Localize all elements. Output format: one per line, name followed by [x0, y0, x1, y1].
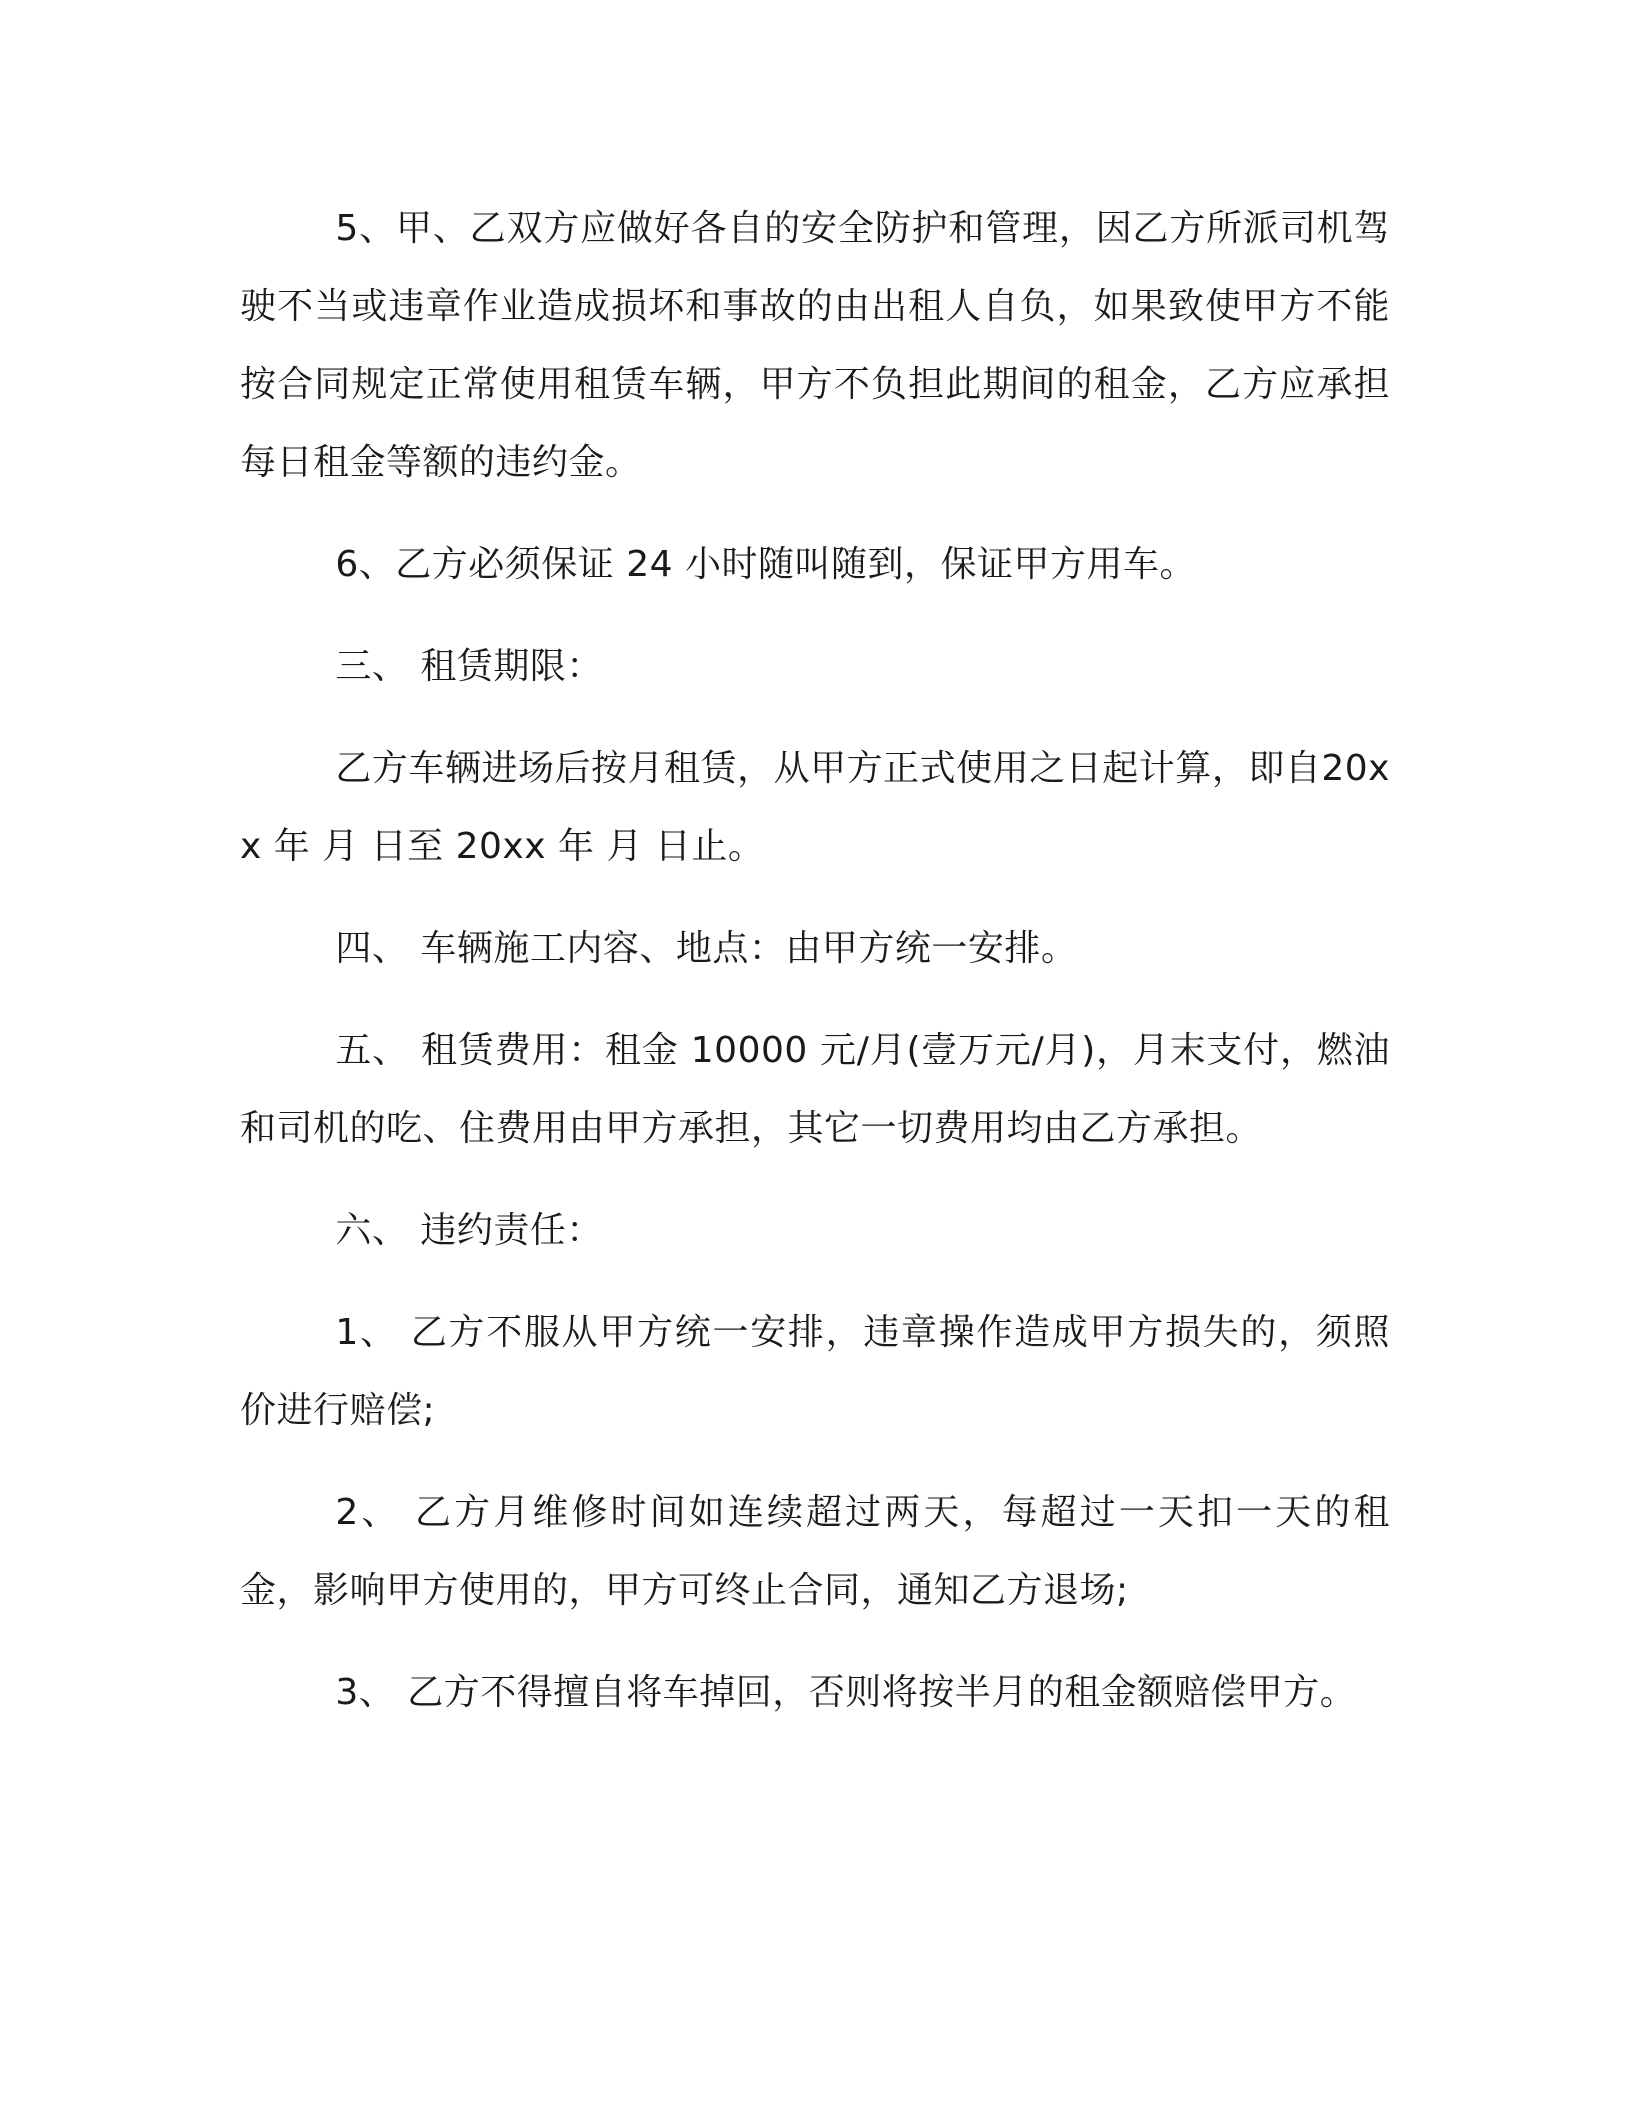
clause-6-availability: 6、乙方必须保证 24 小时随叫随到，保证甲方用车。: [335, 544, 1196, 585]
document-body: [240, 190, 1390, 1756]
section-heading-breach-liability: 六、 违约责任：: [335, 1210, 603, 1251]
section-heading-lease-term: 三、 租赁期限：: [335, 646, 603, 687]
lease-term-text: 乙方车辆进场后按月租赁，从甲方正式使用之日起计算，即自20xx 年 月 日至 20xx 年 月 日止。: [240, 748, 1390, 867]
breach-clause-3: 3、 乙方不得擅自将车掉回，否则将按半月的租金额赔偿甲方。: [335, 1672, 1357, 1713]
section-lease-fees: 五、 租赁费用：租金 10000 元/月(壹万元/月)，月末支付，燃油和司机的吃、住费用由甲方承担，其它一切费用均由乙方承担。: [240, 1030, 1390, 1149]
clause-5-safety: 5、甲、乙双方应做好各自的安全防护和管理，因乙方所派司机驾驶不当或违章作业造成损坏和事故的由出租人自负，如果致使甲方不能按合同规定正常使用租赁车辆，甲方不负担此期间的租金，乙方应承担每日租金等额的违约金。: [240, 208, 1390, 483]
breach-clause-1: 1、 乙方不服从甲方统一安排，违章操作造成甲方损失的，须照价进行赔偿;: [240, 1312, 1390, 1431]
section-work-content-location: 四、 车辆施工内容、地点：由甲方统一安排。: [335, 928, 1078, 969]
breach-clause-2: 2、 乙方月维修时间如连续超过两天，每超过一天扣一天的租金，影响甲方使用的，甲方可终止合同，通知乙方退场;: [240, 1492, 1390, 1611]
